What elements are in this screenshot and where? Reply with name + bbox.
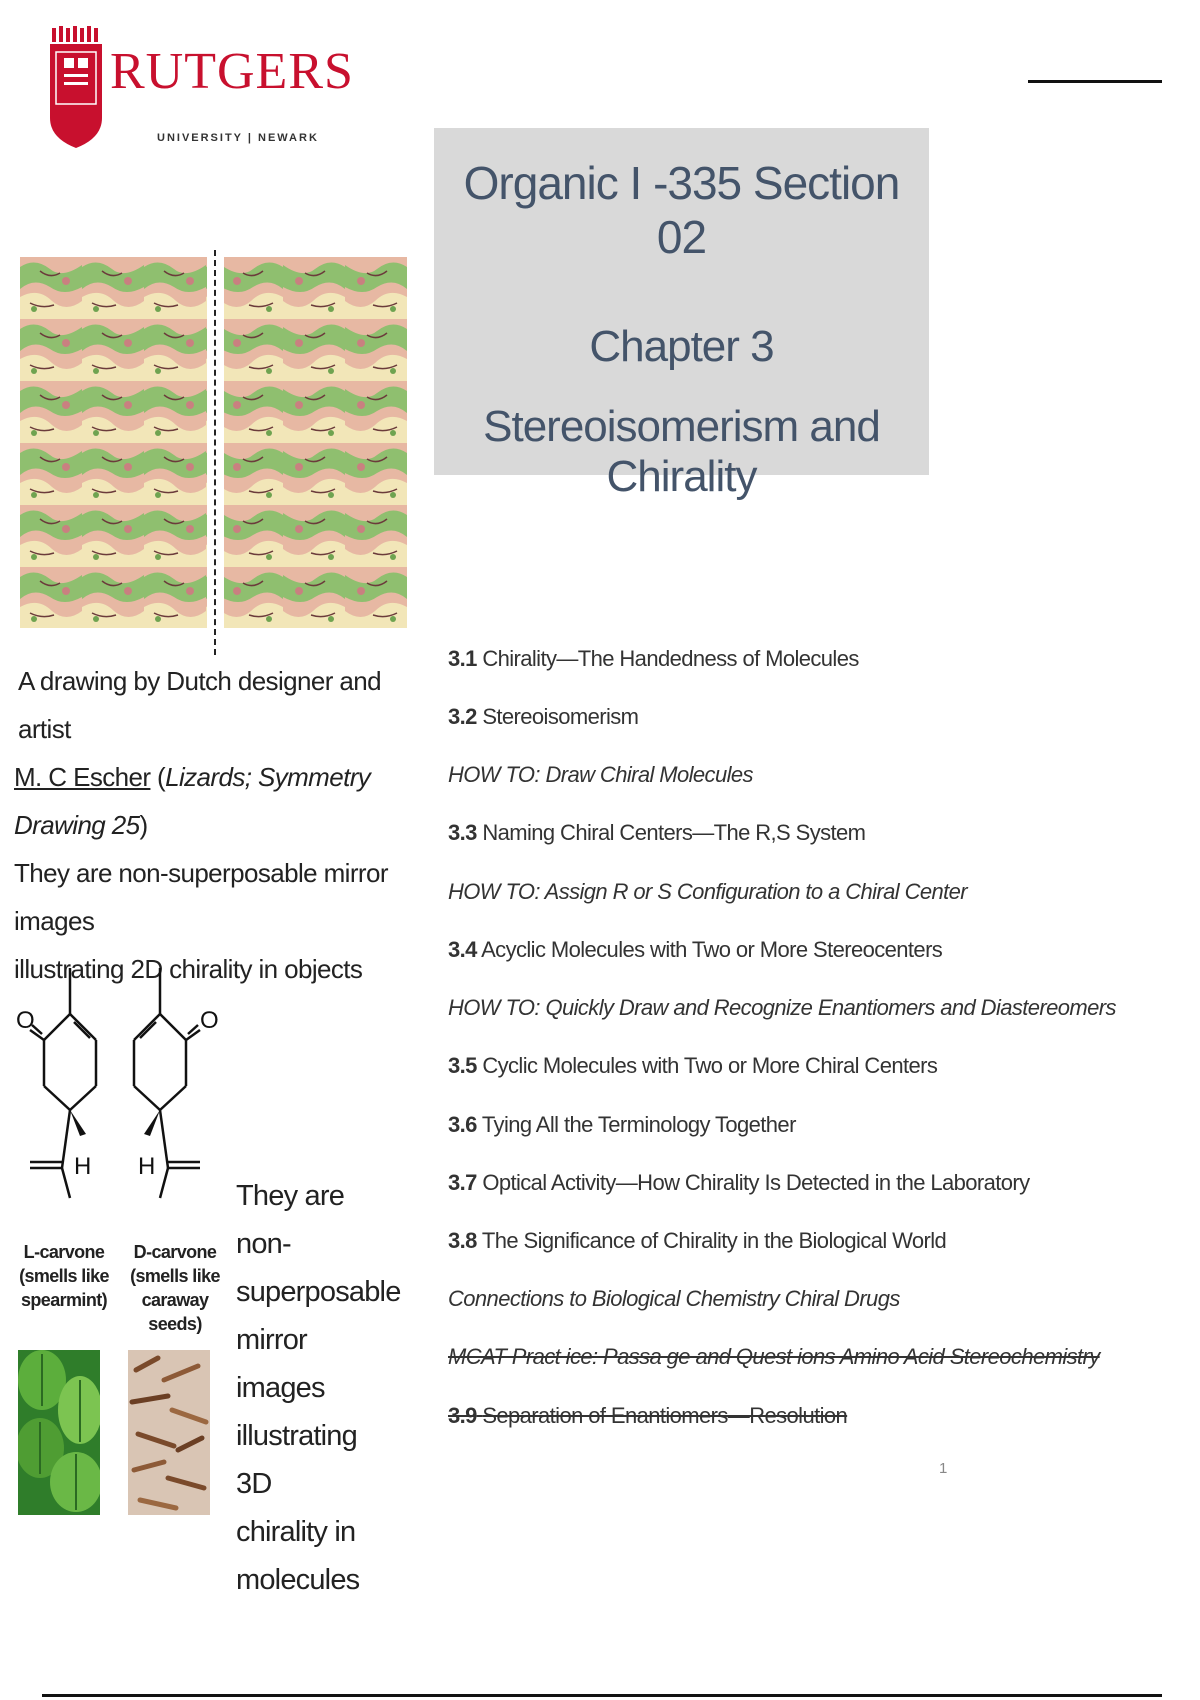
l-carvone-label [14, 1240, 114, 1312]
escher-work: Lizards; Symmetry Drawing 25 [14, 762, 371, 840]
three-d-line: chirality in [236, 1516, 356, 1548]
d-carvone-structure [124, 964, 244, 1220]
spearmint-photo [18, 1350, 100, 1515]
title-box [434, 128, 929, 501]
d-carvone-label [120, 1240, 230, 1336]
logo-subtitle: UNIVERSITY | NEWARK [157, 132, 319, 144]
toc-text: Chirality—The Handedness of Molecules [482, 646, 859, 671]
d-carvone-smell-1: (smells like [130, 1266, 220, 1286]
d-carvone-name: D-carvone [133, 1242, 217, 1262]
l-carvone-smell-2: spearmint) [20, 1290, 108, 1310]
toc-item [448, 995, 1116, 1021]
page-number: 1 [939, 1460, 948, 1477]
toc-number: 3.8 [448, 1228, 477, 1253]
toc-text: HOW TO: Assign R or S Configuration to a Chiral Center [448, 879, 968, 904]
toc-item [448, 937, 942, 963]
three-d-line: molecules [236, 1564, 360, 1596]
toc-item [448, 1228, 946, 1254]
logo-wordmark: RUTGERS [110, 43, 354, 100]
oxygen-atom-label: O [200, 1007, 219, 1034]
three-d-line: illustrating 3D [236, 1420, 357, 1500]
escher-work-open: ( [150, 762, 166, 792]
toc-item [448, 820, 865, 846]
toc-text: Tying All the Terminology Together [481, 1112, 796, 1137]
hydrogen-atom-label: H [138, 1153, 156, 1180]
toc-text: The Significance of Chirality in the Biological World [481, 1228, 947, 1253]
course-title: Organic I -335 Section 02 [463, 157, 900, 263]
toc-number: 3.3 [448, 820, 477, 845]
toc-item [448, 762, 753, 788]
toc-text: Cyclic Molecules with Two or More Chiral Centers [482, 1053, 938, 1078]
toc-text: HOW TO: Draw Chiral Molecules [448, 762, 753, 787]
escher-lizards-right-image [224, 257, 407, 628]
rutgers-shield-icon [50, 26, 102, 148]
toc-item [448, 646, 859, 672]
mirror-line [214, 250, 216, 655]
escher-line-4: illustrating 2D chirality in objects [14, 954, 363, 984]
toc-number: 3.2 [448, 704, 477, 729]
oxygen-atom-label: O [16, 1007, 35, 1034]
three-d-caption [236, 1172, 401, 1604]
toc-text: Optical Activity—How Chirality Is Detected in the Laboratory [482, 1170, 1030, 1195]
l-carvone-smell-1: (smells like [19, 1266, 109, 1286]
hydrogen-atom-label: H [74, 1153, 92, 1180]
toc-text: MCAT Pract ice: Passa ge and Quest ions Amino Acid Stereochemistry [448, 1344, 1100, 1369]
toc-number: 3.4 [448, 937, 477, 962]
l-carvone-structure [12, 964, 132, 1220]
bottom-rule [42, 1694, 1162, 1697]
escher-lizards-left-image [20, 257, 207, 628]
toc-number: 3.6 [448, 1112, 477, 1137]
l-carvone-name: L-carvone [23, 1242, 105, 1262]
escher-line-1: A drawing by Dutch designer and artist [18, 666, 381, 744]
toc-item [448, 1286, 900, 1312]
toc-item [448, 1344, 1100, 1370]
escher-caption [14, 657, 414, 993]
d-carvone-smell-2: caraway seeds) [141, 1290, 209, 1334]
toc-text: Stereoisomerism [482, 704, 639, 729]
escher-line-2 [14, 753, 414, 849]
chapter-topic: Stereoisomerism and Chirality [483, 402, 880, 501]
chapter-title: Chapter 3 [589, 322, 774, 371]
toc-item [448, 1053, 937, 1079]
toc-text: Connections to Biological Chemistry Chiral Drugs [448, 1286, 900, 1311]
three-d-line: They are non- [236, 1180, 345, 1260]
toc-item [448, 1112, 796, 1138]
toc-item [448, 879, 967, 905]
top-right-rule [1028, 80, 1162, 83]
toc-text: Acyclic Molecules with Two or More Stereocenters [481, 937, 943, 962]
toc-text: Separation of Enantiomers—Resolution [482, 1403, 848, 1428]
three-d-line: mirror images [236, 1324, 325, 1404]
toc-text: HOW TO: Quickly Draw and Recognize Enantiomers and Diastereomers [448, 995, 1116, 1020]
toc-text: Naming Chiral Centers—The R,S System [482, 820, 866, 845]
toc-item [448, 704, 638, 730]
three-d-line: superposable [236, 1276, 401, 1308]
toc-number: 3.5 [448, 1053, 477, 1078]
escher-artist: M. C Escher [14, 762, 151, 792]
escher-work-close: ) [139, 810, 148, 840]
toc-item [448, 1170, 1030, 1196]
escher-line-3: They are non-superposable mirror images [14, 858, 388, 936]
toc-number: 3.1 [448, 646, 477, 671]
toc-number: 3.9 [448, 1403, 477, 1428]
caraway-seeds-photo [128, 1350, 210, 1515]
toc-item [448, 1403, 847, 1429]
toc-number: 3.7 [448, 1170, 477, 1195]
